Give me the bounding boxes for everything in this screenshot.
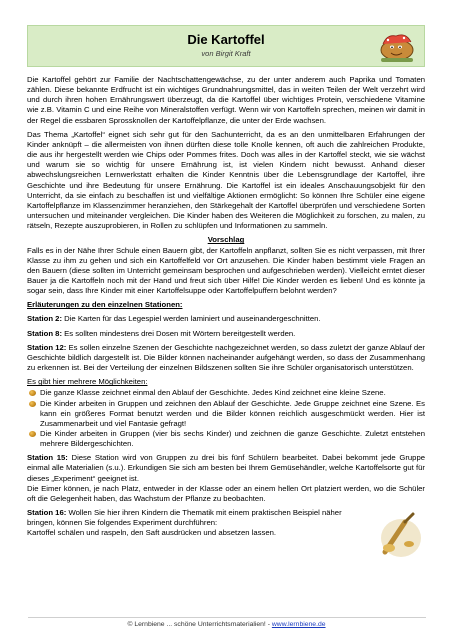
station-16-label: Station 16: [27, 508, 67, 518]
station-8 [27, 329, 425, 339]
list-item-text: Die ganze Klasse zeichnet einmal den Ablauf der Geschichte. Jedes Kind zeichnet eine kleine Szene. [40, 388, 386, 398]
author-line: von Birgit Kraft [201, 49, 251, 58]
station-12-text: Es sollen einzelne Szenen der Geschichte nachgezeichnet werden, so dass zuletzt der ganze Ablauf der Geschichte bildlich dargestellt ist. Die Bilder können nacheinander aufgehängt werden, so dass der Zusammenhang zu erkennen ist. Bei der Verteilung der einzelnen Bildszenen sollten Sie ihre Schüler organisatorisch unterstützen. [27, 342, 425, 373]
footer-link[interactable]: www.lernbiene.de [271, 621, 326, 628]
station-8-label: Station 8: [27, 328, 63, 338]
station-2-label: Station 2: [27, 314, 63, 324]
potato-grater-illustration [375, 508, 425, 560]
vorschlag-text: Falls es in der Nähe Ihrer Schule einen Bauern gibt, der Kartoffeln anpflanzt, sollten Sie es nicht verpassen, mit Ihrer Klasse zu ihm zu gehen und sich ein Kartoffelfeld vor Ort anzusehen. Die Kinder haben bestimmt viele Fragen an den Bauern (diese sollten im Unterricht gemeinsam besprochen und aufgeschrieben werden). Vielleicht erntet dieser Bauer ja die Kartoffeln noch mit der Hand und freut sich über Hilfe! Die Kinder werden es lieben! Und es könnte ja sogar sein, dass Ihre Kinder mit einer Kartoffelsuppe oder Kartoffelpuffern belohnt werden? [27, 245, 425, 296]
page-title: Die Kartoffel [187, 32, 265, 47]
list-item [27, 429, 425, 449]
intro-paragraph-1: Die Kartoffel gehört zur Familie der Nachtschattengewächse, zu der unter anderem auch Paprika und Tomaten zählen. Diese bekannte Erdfrucht ist ein wichtiges Grundnahrungsmittel, das in weiten Teilen der Welt verzehrt wird und durch ihren hohen Ernährungswert überzeugt, da die Kartoffel über wichtiges Protein, verschiedene Vitamine wie z.B. Vitamin C und eine Reihe von Mineralstoffen verfügt. Wenn wir von Kartoffeln sprechen, meinen wir damit in der Regel die essbaren Sprossknollen der Kartoffelpflanze, die unter der Erde wachsen. [27, 75, 425, 125]
moeglichkeiten-list [27, 388, 425, 449]
worksheet-page [27, 25, 425, 611]
list-item [27, 388, 425, 398]
main-content [27, 67, 425, 539]
station-15-label: Station 15: [27, 453, 68, 463]
list-item [27, 399, 425, 429]
station-16-text: Wollen Sie hier ihren Kindern die Thematik mit einem praktischen Beispiel näher bringen, können Sie folgendes Experiment durchführen: [27, 508, 342, 528]
erlaeuterungen-heading: Erläuterungen zu den einzelnen Stationen: [27, 300, 183, 310]
list-item-text: Die Kinder arbeiten in Gruppen (vier bis sechs Kinder) und zeichnen die ganze Geschichte. Zuletzt entstehen mehrere Bildergeschichten. [40, 429, 425, 449]
title-banner [27, 25, 425, 67]
station-16 [27, 508, 425, 538]
vorschlag-heading: Vorschlag [207, 235, 245, 245]
potato-character-icon [378, 28, 416, 64]
station-16-paragraph [27, 508, 369, 528]
station-16-text-2: Kartoffel schälen und raspeln, den Saft ausdrücken und absetzen lassen. [27, 528, 277, 538]
potato-bullet-icon [29, 401, 36, 407]
moeglichkeiten-heading: Es gibt hier mehrere Möglichkeiten: [27, 377, 148, 387]
station-12-label: Station 12: [27, 342, 67, 352]
station-15 [27, 453, 425, 483]
station-15-text-2: Die Eimer können, je nach Platz, entweder in der Klasse oder an einem hellen Ort platziert werden, wo die Schüler oft die Gelegenheit haben, das Wachstum der Pflanze zu beobachten. [27, 483, 425, 503]
station-2 [27, 314, 425, 324]
footer-divider [28, 617, 426, 618]
potato-bullet-icon [29, 390, 36, 396]
intro-paragraph-2: Das Thema „Kartoffel“ eignet sich sehr gut für den Sachunterricht, da es an den unmittelbaren Erfahrungen der Kinder anknüpft – die allermeisten von ihnen dürften diese tolle Knolle kennen, oft auch die zahlreichen Produkte, die aus ihr hergestellt werden wie Chips oder Pommes frites. Doch was alles in der Kartoffel steckt, wie sie wächst und warum sie so wichtig für unsere Ernährung ist, ist vielen Kindern nicht bewusst. Anhand dieser abwechslungsreichen Lernwerkstatt erhalten die Kinder Kenntnis über die Lebensgrundlage der Kartoffel, ihre Geschichte und ihre Bedeutung für unsere Ernährung. Die Kartoffel ist ein ideales Anschauungsobjekt für den Unterricht, da sie einfach zu beschaffen ist und vielfältige Aktionen ermöglicht: So können Ihre Schüler eine eigene Kartoffelpflanze im Klassenzimmer heranziehen, den Stärkegehalt der Kartoffel überprüfen und verschiedene Sorten untersuchen und miteinander vergleichen. Die Kinder haben des Weiteren die Möglichkeit zu forschen, zu malen, zu rätseln, Rezepte auszuprobieren, in Rollen zu schlüpfen und Informationen zu sammeln. [27, 129, 425, 231]
station-12 [27, 343, 425, 373]
potato-bullet-icon [29, 431, 36, 437]
station-8-text: Es sollten mindestens drei Dosen mit Wörtern bereitgestellt werden. [62, 328, 296, 338]
station-2-text: Die Karten für das Legespiel werden laminiert und auseinandergeschnitten. [62, 314, 321, 324]
list-item-text: Die Kinder arbeiten in Gruppen und zeichnen den Ablauf der Geschichte. Jede Gruppe zeichnet eine Szene. Es kann ein größeres Format benutzt werden und die Bilder können reichlich ausgeschmückt werden. Hier ist Zusammenarbeit und viel Fantasie gefragt! [40, 398, 425, 428]
station-15-text: Diese Station wird von Gruppen zu drei bis fünf Schülern bearbeitet. Dabei bekommt jede Gruppe einmal alle Materialien (s.u.). Erkundigen Sie sich am besten bei Ihrem Gemüsehändler, welche Kartoffelsorte gut für dieses „Experiment“ geeignet ist. [27, 453, 425, 483]
footer-copyright: © Lernbiene ... schöne Unterrichtsmaterialien! - [127, 621, 272, 628]
page-footer [0, 617, 453, 630]
